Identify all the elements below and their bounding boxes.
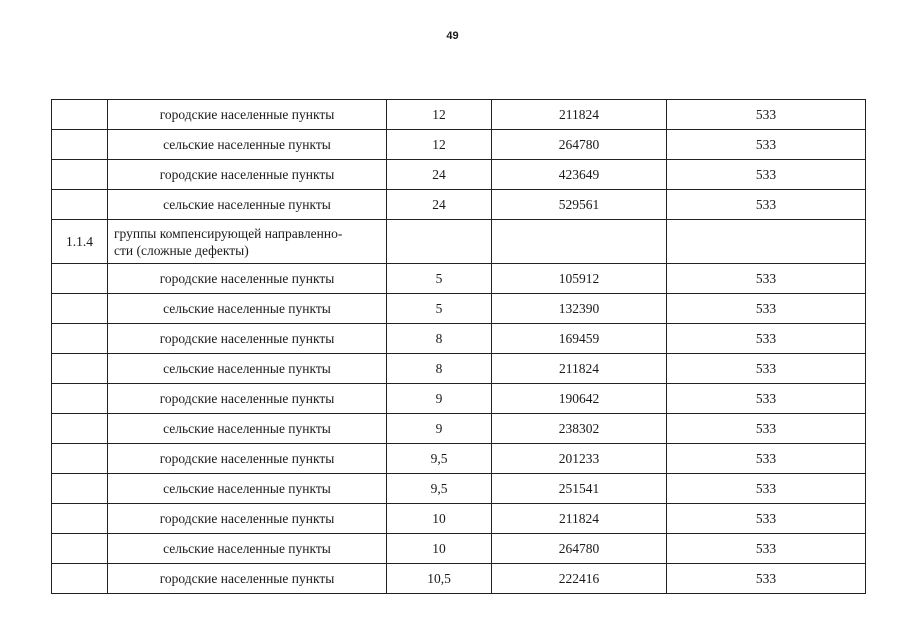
value-b-cell: 529561 <box>492 190 667 220</box>
row-number-cell <box>52 534 108 564</box>
settlement-type-cell: городские населенные пункты <box>108 504 387 534</box>
table-row <box>52 474 866 504</box>
value-c-cell: 533 <box>667 100 866 130</box>
settlement-type-cell: сельские населенные пункты <box>108 130 387 160</box>
row-number-cell <box>52 294 108 324</box>
value-b-cell: 201233 <box>492 444 667 474</box>
value-c-cell: 533 <box>667 264 866 294</box>
settlement-type-cell: сельские населенные пункты <box>108 354 387 384</box>
value-a-cell: 8 <box>387 324 492 354</box>
value-a-cell: 24 <box>387 160 492 190</box>
value-b-cell <box>492 220 667 264</box>
value-b-cell: 169459 <box>492 324 667 354</box>
settlement-type-cell: сельские населенные пункты <box>108 294 387 324</box>
table-body <box>52 100 866 594</box>
value-a-cell: 24 <box>387 190 492 220</box>
row-number-cell <box>52 130 108 160</box>
settlement-type-cell: городские населенные пункты <box>108 100 387 130</box>
value-c-cell: 533 <box>667 504 866 534</box>
settlement-type-cell: сельские населенные пункты <box>108 414 387 444</box>
table-row <box>52 190 866 220</box>
value-a-cell: 9,5 <box>387 474 492 504</box>
value-c-cell: 533 <box>667 444 866 474</box>
value-a-cell: 12 <box>387 130 492 160</box>
table-section-heading-row <box>52 220 866 264</box>
value-b-cell: 251541 <box>492 474 667 504</box>
page-number: 49 <box>446 30 459 42</box>
table-row <box>52 504 866 534</box>
value-b-cell: 423649 <box>492 160 667 190</box>
value-a-cell: 12 <box>387 100 492 130</box>
row-number-cell <box>52 264 108 294</box>
settlement-type-cell: городские населенные пункты <box>108 324 387 354</box>
value-c-cell: 533 <box>667 160 866 190</box>
value-c-cell: 533 <box>667 414 866 444</box>
row-number-cell <box>52 354 108 384</box>
row-number-cell: 1.1.4 <box>52 220 108 264</box>
value-b-cell: 211824 <box>492 100 667 130</box>
value-a-cell: 10,5 <box>387 564 492 594</box>
table-row <box>52 100 866 130</box>
table-row <box>52 264 866 294</box>
value-a-cell: 8 <box>387 354 492 384</box>
settlement-type-cell: городские населенные пункты <box>108 444 387 474</box>
value-c-cell: 533 <box>667 534 866 564</box>
value-c-cell: 533 <box>667 190 866 220</box>
value-a-cell <box>387 220 492 264</box>
value-c-cell: 533 <box>667 384 866 414</box>
value-b-cell: 222416 <box>492 564 667 594</box>
row-number-cell <box>52 564 108 594</box>
value-b-cell: 238302 <box>492 414 667 444</box>
row-number-cell <box>52 384 108 414</box>
row-number-cell <box>52 444 108 474</box>
value-a-cell: 5 <box>387 294 492 324</box>
value-a-cell: 9 <box>387 414 492 444</box>
value-c-cell: 533 <box>667 564 866 594</box>
tariff-table <box>51 99 866 594</box>
table-row <box>52 324 866 354</box>
value-b-cell: 190642 <box>492 384 667 414</box>
settlement-type-cell: группы компенсирующей направленно- сти (сложные дефекты) <box>108 220 387 264</box>
value-c-cell: 533 <box>667 354 866 384</box>
value-c-cell <box>667 220 866 264</box>
row-number-cell <box>52 324 108 354</box>
row-number-cell <box>52 474 108 504</box>
row-number-cell <box>52 504 108 534</box>
value-b-cell: 105912 <box>492 264 667 294</box>
value-c-cell: 533 <box>667 474 866 504</box>
settlement-type-cell: городские населенные пункты <box>108 384 387 414</box>
table-row <box>52 444 866 474</box>
value-a-cell: 10 <box>387 504 492 534</box>
table-row <box>52 354 866 384</box>
table-row <box>52 294 866 324</box>
value-c-cell: 533 <box>667 130 866 160</box>
table-row <box>52 414 866 444</box>
value-a-cell: 10 <box>387 534 492 564</box>
table-row <box>52 564 866 594</box>
settlement-type-cell: сельские населенные пункты <box>108 534 387 564</box>
table-row <box>52 534 866 564</box>
value-a-cell: 9 <box>387 384 492 414</box>
value-b-cell: 264780 <box>492 534 667 564</box>
row-number-cell <box>52 414 108 444</box>
value-b-cell: 132390 <box>492 294 667 324</box>
table-row <box>52 384 866 414</box>
value-c-cell: 533 <box>667 324 866 354</box>
value-c-cell: 533 <box>667 294 866 324</box>
settlement-type-cell: сельские населенные пункты <box>108 190 387 220</box>
row-number-cell <box>52 100 108 130</box>
value-b-cell: 211824 <box>492 354 667 384</box>
value-a-cell: 9,5 <box>387 444 492 474</box>
value-b-cell: 211824 <box>492 504 667 534</box>
row-number-cell <box>52 160 108 190</box>
settlement-type-cell: городские населенные пункты <box>108 564 387 594</box>
table-row <box>52 130 866 160</box>
settlement-type-cell: городские населенные пункты <box>108 264 387 294</box>
value-b-cell: 264780 <box>492 130 667 160</box>
table-row <box>52 160 866 190</box>
value-a-cell: 5 <box>387 264 492 294</box>
settlement-type-cell: сельские населенные пункты <box>108 474 387 504</box>
row-number-cell <box>52 190 108 220</box>
settlement-type-cell: городские населенные пункты <box>108 160 387 190</box>
